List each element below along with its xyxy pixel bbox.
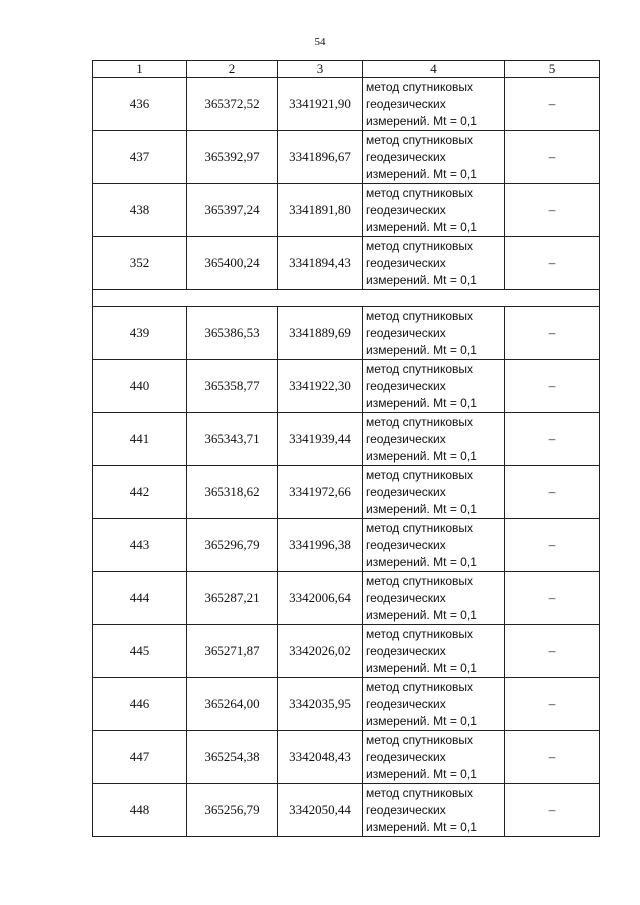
- method-line: измерений. Mt = 0,1: [366, 607, 477, 622]
- point-number-cell: 445: [93, 625, 187, 678]
- description-cell: –: [505, 131, 600, 184]
- y-coordinate-cell: 3341896,67: [278, 131, 363, 184]
- method-line: метод спутниковых: [366, 679, 474, 694]
- method-cell: [363, 519, 505, 572]
- point-number-cell: 437: [93, 131, 187, 184]
- header-col-1: 1: [93, 61, 187, 78]
- point-number-cell: 443: [93, 519, 187, 572]
- page-number: 54: [314, 36, 326, 48]
- x-coordinate-cell: 365386,53: [187, 307, 278, 360]
- method-line: геодезических: [366, 696, 446, 711]
- description-cell: –: [505, 360, 600, 413]
- method-line: измерений. Mt = 0,1: [366, 713, 477, 728]
- method-line: геодезических: [366, 484, 446, 499]
- coordinates-table: [92, 60, 600, 837]
- table-row: [93, 784, 600, 837]
- x-coordinate-cell: 365397,24: [187, 184, 278, 237]
- method-line: геодезических: [366, 149, 446, 164]
- table-row: [93, 131, 600, 184]
- y-coordinate-cell: 3341889,69: [278, 307, 363, 360]
- method-line: метод спутниковых: [366, 414, 474, 429]
- point-number-cell: 444: [93, 572, 187, 625]
- method-line: геодезических: [366, 643, 446, 658]
- description-cell: –: [505, 572, 600, 625]
- description-cell: –: [505, 184, 600, 237]
- y-coordinate-cell: 3341996,38: [278, 519, 363, 572]
- y-coordinate-cell: 3341921,90: [278, 78, 363, 131]
- table-row: [93, 731, 600, 784]
- method-line: измерений. Mt = 0,1: [366, 819, 477, 834]
- method-line: измерений. Mt = 0,1: [366, 554, 477, 569]
- description-cell: –: [505, 625, 600, 678]
- point-number-cell: 441: [93, 413, 187, 466]
- header-row: [93, 61, 600, 78]
- point-number-cell: 438: [93, 184, 187, 237]
- method-line: метод спутниковых: [366, 185, 474, 200]
- header-col-5: 5: [505, 61, 600, 78]
- method-cell: [363, 731, 505, 784]
- description-cell: –: [505, 237, 600, 290]
- y-coordinate-cell: 3342006,64: [278, 572, 363, 625]
- method-line: геодезических: [366, 802, 446, 817]
- x-coordinate-cell: 365392,97: [187, 131, 278, 184]
- method-line: измерений. Mt = 0,1: [366, 272, 477, 287]
- point-number-cell: 352: [93, 237, 187, 290]
- y-coordinate-cell: 3341894,43: [278, 237, 363, 290]
- point-number-cell: 447: [93, 731, 187, 784]
- y-coordinate-cell: 3341972,66: [278, 466, 363, 519]
- x-coordinate-cell: 365287,21: [187, 572, 278, 625]
- method-line: геодезических: [366, 378, 446, 393]
- header-col-4: 4: [363, 61, 505, 78]
- method-line: геодезических: [366, 749, 446, 764]
- method-cell: [363, 572, 505, 625]
- method-line: измерений. Mt = 0,1: [366, 660, 477, 675]
- method-line: геодезических: [366, 537, 446, 552]
- method-cell: [363, 184, 505, 237]
- method-line: геодезических: [366, 325, 446, 340]
- method-line: метод спутниковых: [366, 308, 474, 323]
- description-cell: –: [505, 784, 600, 837]
- table-row: [93, 678, 600, 731]
- method-line: измерений. Mt = 0,1: [366, 448, 477, 463]
- method-cell: [363, 131, 505, 184]
- method-line: геодезических: [366, 255, 446, 270]
- description-cell: –: [505, 519, 600, 572]
- y-coordinate-cell: 3341939,44: [278, 413, 363, 466]
- table-row: [93, 413, 600, 466]
- method-line: метод спутниковых: [366, 626, 474, 641]
- method-line: метод спутниковых: [366, 361, 474, 376]
- method-cell: [363, 307, 505, 360]
- header-col-2: 2: [187, 61, 278, 78]
- point-number-cell: 446: [93, 678, 187, 731]
- method-line: измерений. Mt = 0,1: [366, 342, 477, 357]
- point-number-cell: 440: [93, 360, 187, 413]
- description-cell: –: [505, 307, 600, 360]
- x-coordinate-cell: 365271,87: [187, 625, 278, 678]
- x-coordinate-cell: 365343,71: [187, 413, 278, 466]
- method-line: метод спутниковых: [366, 520, 474, 535]
- table-row: [93, 466, 600, 519]
- x-coordinate-cell: 365254,38: [187, 731, 278, 784]
- point-number-cell: 442: [93, 466, 187, 519]
- method-cell: [363, 237, 505, 290]
- description-cell: –: [505, 678, 600, 731]
- method-cell: [363, 625, 505, 678]
- table-row: [93, 519, 600, 572]
- description-cell: –: [505, 78, 600, 131]
- method-cell: [363, 678, 505, 731]
- method-cell: [363, 413, 505, 466]
- y-coordinate-cell: 3342050,44: [278, 784, 363, 837]
- description-cell: –: [505, 413, 600, 466]
- y-coordinate-cell: 3341922,30: [278, 360, 363, 413]
- method-line: метод спутниковых: [366, 785, 474, 800]
- method-line: метод спутниковых: [366, 573, 474, 588]
- table-row: [93, 184, 600, 237]
- method-line: геодезических: [366, 96, 446, 111]
- method-line: метод спутниковых: [366, 79, 474, 94]
- method-line: геодезических: [366, 202, 446, 217]
- method-cell: [363, 466, 505, 519]
- method-line: геодезических: [366, 590, 446, 605]
- table-row: [93, 572, 600, 625]
- separator-cell: [93, 290, 600, 307]
- x-coordinate-cell: 365400,24: [187, 237, 278, 290]
- y-coordinate-cell: 3341891,80: [278, 184, 363, 237]
- table-row: [93, 78, 600, 131]
- table-row: [93, 625, 600, 678]
- method-line: метод спутниковых: [366, 732, 474, 747]
- method-line: измерений. Mt = 0,1: [366, 113, 477, 128]
- table-row: [93, 360, 600, 413]
- method-line: метод спутниковых: [366, 467, 474, 482]
- x-coordinate-cell: 365256,79: [187, 784, 278, 837]
- description-cell: –: [505, 466, 600, 519]
- x-coordinate-cell: 365318,62: [187, 466, 278, 519]
- point-number-cell: 436: [93, 78, 187, 131]
- method-cell: [363, 784, 505, 837]
- y-coordinate-cell: 3342035,95: [278, 678, 363, 731]
- description-cell: –: [505, 731, 600, 784]
- point-number-cell: 448: [93, 784, 187, 837]
- y-coordinate-cell: 3342026,02: [278, 625, 363, 678]
- point-number-cell: 439: [93, 307, 187, 360]
- table-row: [93, 307, 600, 360]
- x-coordinate-cell: 365264,00: [187, 678, 278, 731]
- method-cell: [363, 360, 505, 413]
- table-separator-row: [93, 290, 600, 307]
- header-col-3: 3: [278, 61, 363, 78]
- method-cell: [363, 78, 505, 131]
- method-line: измерений. Mt = 0,1: [366, 395, 477, 410]
- method-line: измерений. Mt = 0,1: [366, 766, 477, 781]
- x-coordinate-cell: 365358,77: [187, 360, 278, 413]
- method-line: метод спутниковых: [366, 238, 474, 253]
- method-line: метод спутниковых: [366, 132, 474, 147]
- table-row: [93, 237, 600, 290]
- method-line: измерений. Mt = 0,1: [366, 166, 477, 181]
- x-coordinate-cell: 365296,79: [187, 519, 278, 572]
- method-line: измерений. Mt = 0,1: [366, 219, 477, 234]
- table-body: [93, 78, 600, 837]
- y-coordinate-cell: 3342048,43: [278, 731, 363, 784]
- method-line: геодезических: [366, 431, 446, 446]
- method-line: измерений. Mt = 0,1: [366, 501, 477, 516]
- x-coordinate-cell: 365372,52: [187, 78, 278, 131]
